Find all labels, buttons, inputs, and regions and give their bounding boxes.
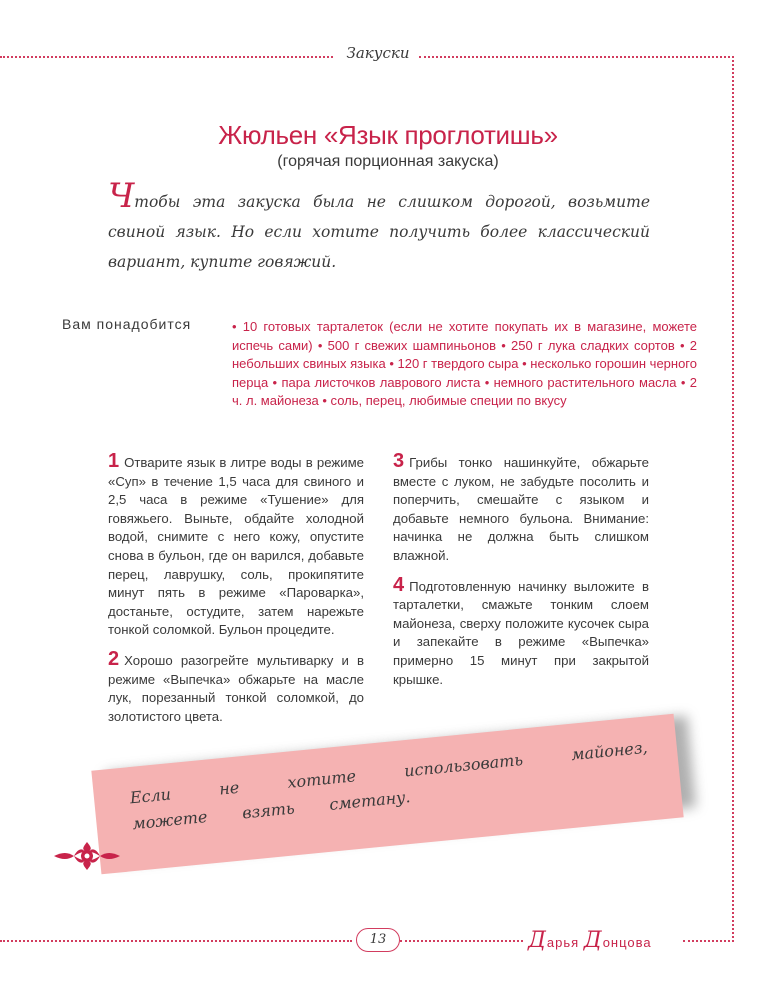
- frame-dotted-top-right: [419, 56, 734, 58]
- step-number: 2: [108, 647, 120, 670]
- frame-dotted-top-left: [0, 56, 333, 58]
- step-text: Отварите язык в литре воды в режиме «Суп» в течение 1,5 часа для свиного и 2,5 часа в режиме «Тушение» для говяжьего. Выньте, обдайте холодной водой, снимите с него кожу, опустите снова в бульон, где он варился, добавьте перец, лаврушку, соль, прокипятите минут пять в режиме «Пароварка», достаньте, остудите, затем нарежьте тонкой соломкой. Бульон процедите.: [108, 455, 364, 638]
- step-text: Хорошо разогрейте мультиварку и в режиме «Выпечка» обжарьте на масле лук, порезанный тонкой соломкой, до золотистого цвета.: [108, 652, 364, 724]
- recipe-title: Жюльен «Язык проглотишь»: [218, 120, 558, 150]
- intro-text: тобы эта закуска была не слишком дорогой, возьмите свиной язык. Но если хотите получить более классический вариант, купите говяжий.: [108, 193, 650, 271]
- frame-dotted-bottom-mid: [400, 940, 523, 942]
- page-number: 13: [356, 928, 400, 952]
- step-3: [393, 452, 649, 566]
- recipe-subtitle: (горячая порционная закуска): [277, 153, 499, 170]
- frame-dotted-bottom-left: [0, 940, 352, 942]
- ingredients-list: • 10 готовых тарталеток (если не хотите покупать их в магазине, можете испечь сами) • 500 г свежих шампиньонов • 250 г лука сладких сортов • 2 небольших свиных языка • 120 г твердого сыра • несколько горошин черного перца • пара листочков лаврового листа • немного растительного масла • 2 ч. л. майонеза • соль, перец, любимые специи по вкусу: [232, 319, 697, 408]
- steps-column-left: [108, 452, 364, 736]
- ingredients-label: Вам понадобится: [62, 316, 192, 332]
- step-number: 4: [393, 573, 405, 596]
- step-4: [393, 573, 649, 690]
- author-last-initial: Д: [583, 928, 603, 953]
- step-number: 1: [108, 450, 120, 472]
- frame-dotted-bottom-right: [683, 940, 734, 942]
- author-first-initial: Д: [528, 928, 547, 953]
- step-2: [108, 647, 364, 726]
- step-text: Подготовленную начинку выложите в тарталетки, смажьте тонким слоем майонеза, сверху положите кусочек сыра и запекайте в режиме «Выпечка» примерно 15 минут при закрытой крышке.: [393, 578, 649, 687]
- tip-note-text: Если не хотите использовать майонез, можете взять сметану.: [128, 737, 649, 834]
- author-first-rest: арья: [546, 935, 580, 950]
- frame-dotted-right: [732, 56, 734, 942]
- step-text: Грибы тонко нашинкуйте, обжарьте вместе с луком, не забудьте посолить и поперчить, смешайте с языком и добавьте немного бульона. Внимание: начинка не должна быть слишком влажной.: [393, 455, 649, 563]
- intro-paragraph: [108, 176, 650, 277]
- flourish-ornament-icon: [52, 838, 122, 874]
- step-number: 3: [393, 450, 405, 472]
- step-1: [108, 452, 364, 640]
- intro-dropcap: Ч: [108, 176, 135, 216]
- steps-column-right: [393, 452, 649, 699]
- author-name: [528, 928, 680, 953]
- section-title: Закуски: [346, 44, 410, 62]
- author-last-rest: онцова: [602, 935, 652, 950]
